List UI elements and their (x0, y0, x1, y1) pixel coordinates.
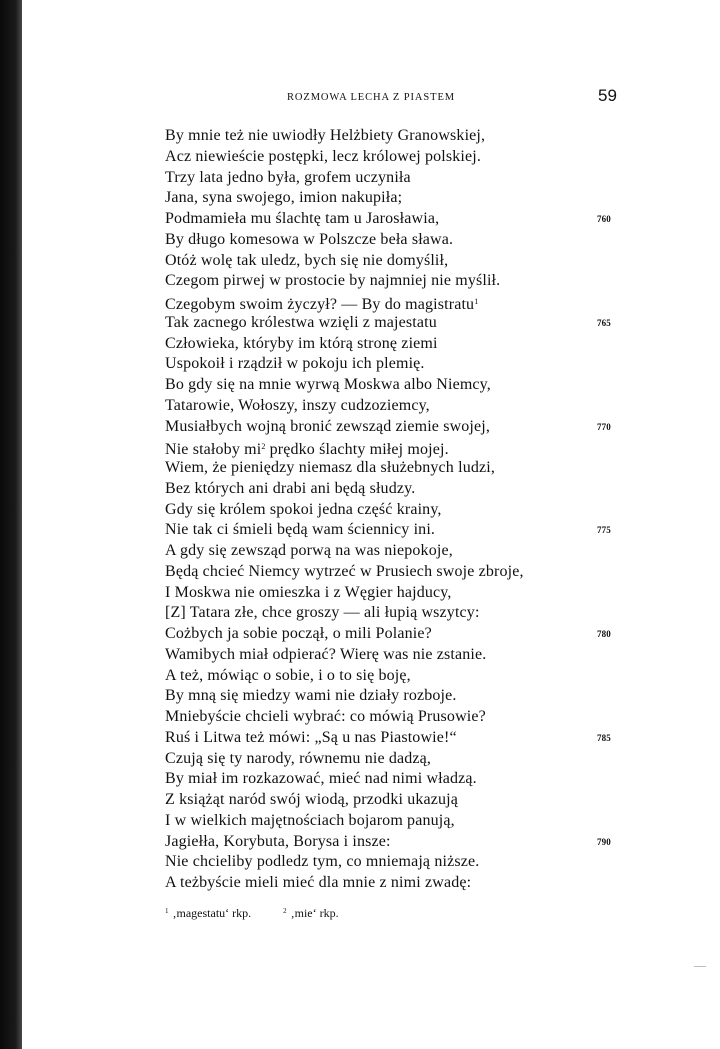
verse-line (165, 645, 585, 666)
verse-text: Bo gdy się na mnie wyrwą Moskwa albo Niemcy, (165, 376, 491, 393)
verse-text: [Z] Tatara złe, chce groszy — ali łupią wszytcy: (165, 604, 480, 622)
verse-line (165, 251, 585, 272)
verse-line (165, 188, 585, 209)
verse-line (165, 313, 611, 334)
verse-line (165, 790, 585, 811)
verse-text: I w wielkich majętnościach bojarom panują, (165, 811, 455, 829)
verse-line (165, 437, 585, 458)
verse-text: Jagiełła, Korybuta, Borysa i insze: (165, 832, 391, 850)
verse-text: Acz niewieście postępki, lecz królowej polskiej. (165, 147, 481, 165)
verse-line (165, 354, 585, 375)
verse-line (165, 562, 585, 583)
line-number: 760 (597, 214, 611, 224)
verse-line (165, 541, 585, 562)
verse-line (165, 728, 611, 749)
verse-text: Nie stałoby mi (165, 441, 262, 459)
line-number: 780 (597, 629, 611, 639)
verse-text: A teżbyście mieli mieć dla mnie z nimi zwadę: (165, 874, 472, 891)
verse-text: Mniebyście chcieli wybrać: co mówią Prusowie? (165, 708, 486, 725)
footnote-text: ‚magestatu‘ rkp. (172, 906, 252, 920)
verse-text: Człowieka, któryby im którą stronę ziemi (165, 334, 438, 352)
verse-text: Uspokoił i rządził w pokoju ich plemię. (165, 355, 425, 373)
verse-text: I Moskwa nie omieszka i z Węgier hajducy, (165, 583, 452, 601)
footnotes (165, 906, 371, 921)
verse-line (165, 209, 611, 230)
verse-line (165, 334, 585, 355)
line-number: 765 (597, 317, 611, 328)
verse-line (165, 769, 585, 790)
verse-line (165, 749, 585, 770)
verse-line (165, 230, 585, 251)
line-number: 775 (597, 525, 611, 536)
verse-line (165, 707, 585, 728)
verse-line (165, 624, 611, 645)
verse-line (165, 147, 585, 168)
verse-line (165, 396, 585, 417)
running-head: ROZMOWA LECHA Z PIASTEM (287, 92, 455, 103)
footnote-marker: 1 (474, 297, 479, 306)
verse-text: Otóż wolę tak uledz, bych się nie domyślił, (165, 251, 449, 269)
verse-text: By długo komesowa w Polszcze beła sława. (165, 230, 454, 248)
verse-text: By mną się miedzy wami nie działy rozboje. (165, 687, 457, 705)
verse-text: Bez których ani drabi ani będą słudzy. (165, 479, 416, 497)
footnote-text: ‚mie‘ rkp. (290, 906, 339, 920)
verse-text: Trzy lata jedno była, grofem uczyniła (165, 168, 411, 186)
verse-text: A gdy się zewsząd porwą na was niepokoje, (165, 542, 453, 559)
verse-line (165, 666, 585, 687)
page-number: 59 (598, 86, 617, 105)
book-spine-shadow (0, 0, 22, 1049)
verse-text: A też, mówiąc o sobie, i o to się boję, (165, 666, 411, 684)
verse-line (165, 520, 611, 541)
verse-line (165, 271, 585, 292)
verse-text: Czują się ty narody, równemu nie dadzą, (165, 749, 432, 767)
verse-text: By miał im rozkazować, mieć nad nimi władzą. (165, 770, 477, 788)
verse-text: Z książąt naród swój wiodą, przodki ukazują (165, 791, 459, 808)
verse-line (165, 479, 585, 500)
verse-text: Cożbych ja sobie począł, o mili Polanie? (165, 625, 432, 642)
verse-text: Nie chcieliby podledz tym, co mniemają niższe. (165, 853, 480, 871)
line-number: 785 (597, 732, 611, 743)
verse-line (165, 458, 585, 479)
verse-text: Podmamieła mu ślachtę tam u Jarosławia, (165, 210, 440, 227)
verse-text-continued: prędko ślachty miłej mojej. (265, 441, 449, 459)
verse-text: Czegobym swoim życzył? — By do magistratu (165, 296, 475, 313)
verse-line (165, 811, 585, 832)
verse-text: By mnie też nie uwiodły Helżbiety Granowskiej, (165, 127, 486, 144)
verse-text: Wiem, że pieniędzy niemasz dla służebnych ludzi, (165, 459, 495, 476)
verse-line (165, 292, 585, 313)
verse-text: Tak zacnego królestwa wzięli z majestatu (165, 313, 437, 331)
line-number: 770 (597, 421, 611, 432)
poem-body (165, 126, 611, 894)
line-number: 790 (597, 836, 611, 847)
verse-line (165, 832, 611, 853)
verse-line (165, 375, 585, 396)
verse-line (165, 417, 611, 438)
footnote-mark: 2 (283, 907, 287, 915)
verse-text: Tatarowie, Wołoszy, inszy cudzoziemcy, (165, 396, 430, 414)
verse-text: Jana, syna swojego, imion nakupiła; (165, 189, 403, 207)
scan-mark (694, 966, 706, 967)
verse-text: Będą chcieć Niemcy wytrzeć w Prusiech swoje zbroje, (165, 562, 524, 580)
verse-text: Nie tak ci śmieli będą wam ściennicy ini. (165, 521, 436, 539)
verse-line (165, 168, 585, 189)
footnote (283, 906, 338, 921)
verse-line (165, 852, 585, 873)
footnote (165, 906, 251, 921)
verse-text: Gdy się królem spokoi jedna część krainy, (165, 500, 442, 518)
verse-line (165, 873, 585, 894)
verse-line (165, 126, 585, 147)
verse-text: Ruś i Litwa też mówi: „Są u nas Piastowie!“ (165, 728, 457, 746)
verse-text: Czegom pirwej w prostocie by najmniej nie myślił. (165, 272, 501, 290)
verse-line (165, 500, 585, 521)
footnote-mark: 1 (165, 907, 169, 915)
footnote-marker: 2 (261, 442, 266, 452)
verse-text: Wamibych miał odpierać? Wierę was nie zstanie. (165, 645, 487, 663)
verse-line (165, 603, 585, 624)
verse-line (165, 583, 585, 604)
verse-line (165, 686, 585, 707)
verse-text: Musiałbych wojną bronić zewsząd ziemie swojej, (165, 417, 491, 435)
